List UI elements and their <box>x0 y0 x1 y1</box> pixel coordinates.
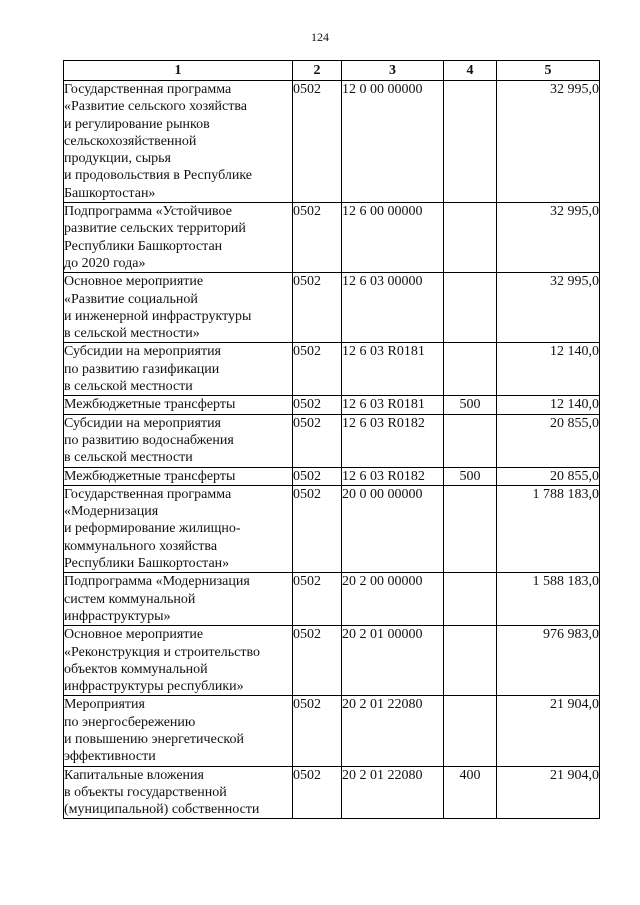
cell-name <box>64 414 293 467</box>
cell-name <box>64 766 293 819</box>
cell-name <box>64 626 293 696</box>
cell-section: 0502 <box>293 203 342 273</box>
table-body <box>64 81 600 819</box>
cell-type: 500 <box>444 467 497 485</box>
cell-amount: 12 140,0 <box>497 343 600 396</box>
cell-code: 12 6 00 00000 <box>342 203 444 273</box>
cell-type <box>444 343 497 396</box>
cell-amount: 12 140,0 <box>497 396 600 414</box>
cell-section: 0502 <box>293 626 342 696</box>
cell-amount: 32 995,0 <box>497 81 600 203</box>
table-row <box>64 343 600 396</box>
cell-name <box>64 485 293 572</box>
cell-code: 20 2 01 00000 <box>342 626 444 696</box>
table-row <box>64 626 600 696</box>
cell-name-line: и регулирование рынков <box>64 116 210 132</box>
cell-name-line: до 2020 года» <box>64 255 146 271</box>
column-header-code: 3 <box>342 61 444 81</box>
cell-name-line: Мероприятия <box>64 697 145 713</box>
cell-name-line: продукции, сырья <box>64 151 171 167</box>
cell-name-line: «Модернизация <box>64 504 159 520</box>
cell-name <box>64 696 293 766</box>
cell-type <box>444 485 497 572</box>
column-header-section: 2 <box>293 61 342 81</box>
cell-code: 12 6 03 00000 <box>342 273 444 343</box>
table-row <box>64 273 600 343</box>
cell-code: 12 6 03 R0181 <box>342 396 444 414</box>
cell-name-line: развитие сельских территорий <box>64 221 246 237</box>
cell-section: 0502 <box>293 81 342 203</box>
cell-name-line: в сельской местности <box>64 450 193 466</box>
cell-name-line: по развитию газификации <box>64 361 220 377</box>
cell-name <box>64 573 293 626</box>
cell-section: 0502 <box>293 467 342 485</box>
column-header-type: 4 <box>444 61 497 81</box>
cell-name-line: Подпрограмма «Модернизация <box>64 574 250 590</box>
cell-name-line: эффективности <box>64 749 156 765</box>
cell-type <box>444 273 497 343</box>
cell-type <box>444 626 497 696</box>
cell-name-line: Межбюджетные трансферты <box>64 397 236 413</box>
cell-name-line: и реформирование жилищно- <box>64 521 241 537</box>
cell-name-line: объектов коммунальной <box>64 661 208 677</box>
cell-section: 0502 <box>293 396 342 414</box>
cell-amount: 1 588 183,0 <box>497 573 600 626</box>
cell-section: 0502 <box>293 696 342 766</box>
cell-name-line: Государственная программа <box>64 82 232 97</box>
table-header-row <box>64 61 600 81</box>
cell-name-line: по энергосбережению <box>64 714 196 730</box>
cell-amount: 32 995,0 <box>497 203 600 273</box>
cell-name-line: систем коммунальной <box>64 591 196 607</box>
cell-name-line: сельскохозяйственной <box>64 133 197 149</box>
cell-name-line: Субсидии на мероприятия <box>64 344 221 360</box>
table-row <box>64 573 600 626</box>
table-row <box>64 81 600 203</box>
table-row <box>64 414 600 467</box>
cell-name-line: инфраструктуры» <box>64 608 171 624</box>
cell-section: 0502 <box>293 343 342 396</box>
cell-name-line: Подпрограмма «Устойчивое <box>64 204 232 220</box>
cell-name-line: и продовольствия в Республике <box>64 168 252 184</box>
cell-name-line: «Развитие сельского хозяйства <box>64 99 248 115</box>
cell-amount: 21 904,0 <box>497 766 600 819</box>
cell-section: 0502 <box>293 485 342 572</box>
page-number: 124 <box>311 30 329 44</box>
cell-name-line: инфраструктуры республики» <box>64 679 244 695</box>
cell-amount: 1 788 183,0 <box>497 485 600 572</box>
table-row <box>64 396 600 414</box>
cell-name-line: «Реконструкция и строительство <box>64 644 260 660</box>
cell-name <box>64 273 293 343</box>
cell-type: 500 <box>444 396 497 414</box>
cell-type <box>444 203 497 273</box>
cell-amount: 32 995,0 <box>497 273 600 343</box>
cell-name-line: Государственная программа <box>64 486 232 502</box>
cell-code: 12 6 03 R0182 <box>342 414 444 467</box>
cell-type <box>444 573 497 626</box>
cell-code: 12 6 03 R0181 <box>342 343 444 396</box>
cell-name-line: в объекты государственной <box>64 784 227 800</box>
table-row <box>64 467 600 485</box>
cell-code: 20 0 00 00000 <box>342 485 444 572</box>
cell-code: 20 2 00 00000 <box>342 573 444 626</box>
cell-name-line: Основное мероприятие <box>64 274 204 290</box>
cell-name-line: коммунального хозяйства <box>64 538 218 554</box>
table-row <box>64 766 600 819</box>
cell-name-line: Субсидии на мероприятия <box>64 415 221 431</box>
cell-type <box>444 414 497 467</box>
cell-name-line: Республики Башкортостан <box>64 238 223 254</box>
cell-code: 20 2 01 22080 <box>342 696 444 766</box>
cell-section: 0502 <box>293 273 342 343</box>
cell-amount: 20 855,0 <box>497 467 600 485</box>
table-row <box>64 696 600 766</box>
cell-name-line: (муниципальной) собственности <box>64 802 260 818</box>
cell-section: 0502 <box>293 414 342 467</box>
cell-type <box>444 81 497 203</box>
cell-name <box>64 396 293 414</box>
cell-name-line: Башкортостан» <box>64 185 156 201</box>
cell-name-line: и повышению энергетической <box>64 731 244 747</box>
cell-amount: 21 904,0 <box>497 696 600 766</box>
cell-code: 12 6 03 R0182 <box>342 467 444 485</box>
column-header-amount: 5 <box>497 61 600 81</box>
cell-amount: 976 983,0 <box>497 626 600 696</box>
cell-name-line: Республики Башкортостан» <box>64 556 230 572</box>
cell-name-line: Капитальные вложения <box>64 767 204 783</box>
cell-section: 0502 <box>293 573 342 626</box>
table-row <box>64 485 600 572</box>
cell-type <box>444 696 497 766</box>
cell-name <box>64 343 293 396</box>
cell-amount: 20 855,0 <box>497 414 600 467</box>
cell-name <box>64 467 293 485</box>
table-row <box>64 203 600 273</box>
cell-code: 20 2 01 22080 <box>342 766 444 819</box>
cell-name <box>64 81 293 203</box>
cell-name-line: в сельской местности <box>64 379 193 395</box>
cell-name-line: в сельской местности» <box>64 326 200 342</box>
cell-name-line: и инженерной инфраструктуры <box>64 308 252 324</box>
cell-name <box>64 203 293 273</box>
budget-table <box>63 60 600 819</box>
cell-type: 400 <box>444 766 497 819</box>
cell-name-line: по развитию водоснабжения <box>64 432 234 448</box>
cell-name-line: «Развитие социальной <box>64 291 198 307</box>
column-header-name: 1 <box>64 61 293 81</box>
cell-code: 12 0 00 00000 <box>342 81 444 203</box>
cell-name-line: Межбюджетные трансферты <box>64 468 236 484</box>
cell-name-line: Основное мероприятие <box>64 627 204 643</box>
cell-section: 0502 <box>293 766 342 819</box>
